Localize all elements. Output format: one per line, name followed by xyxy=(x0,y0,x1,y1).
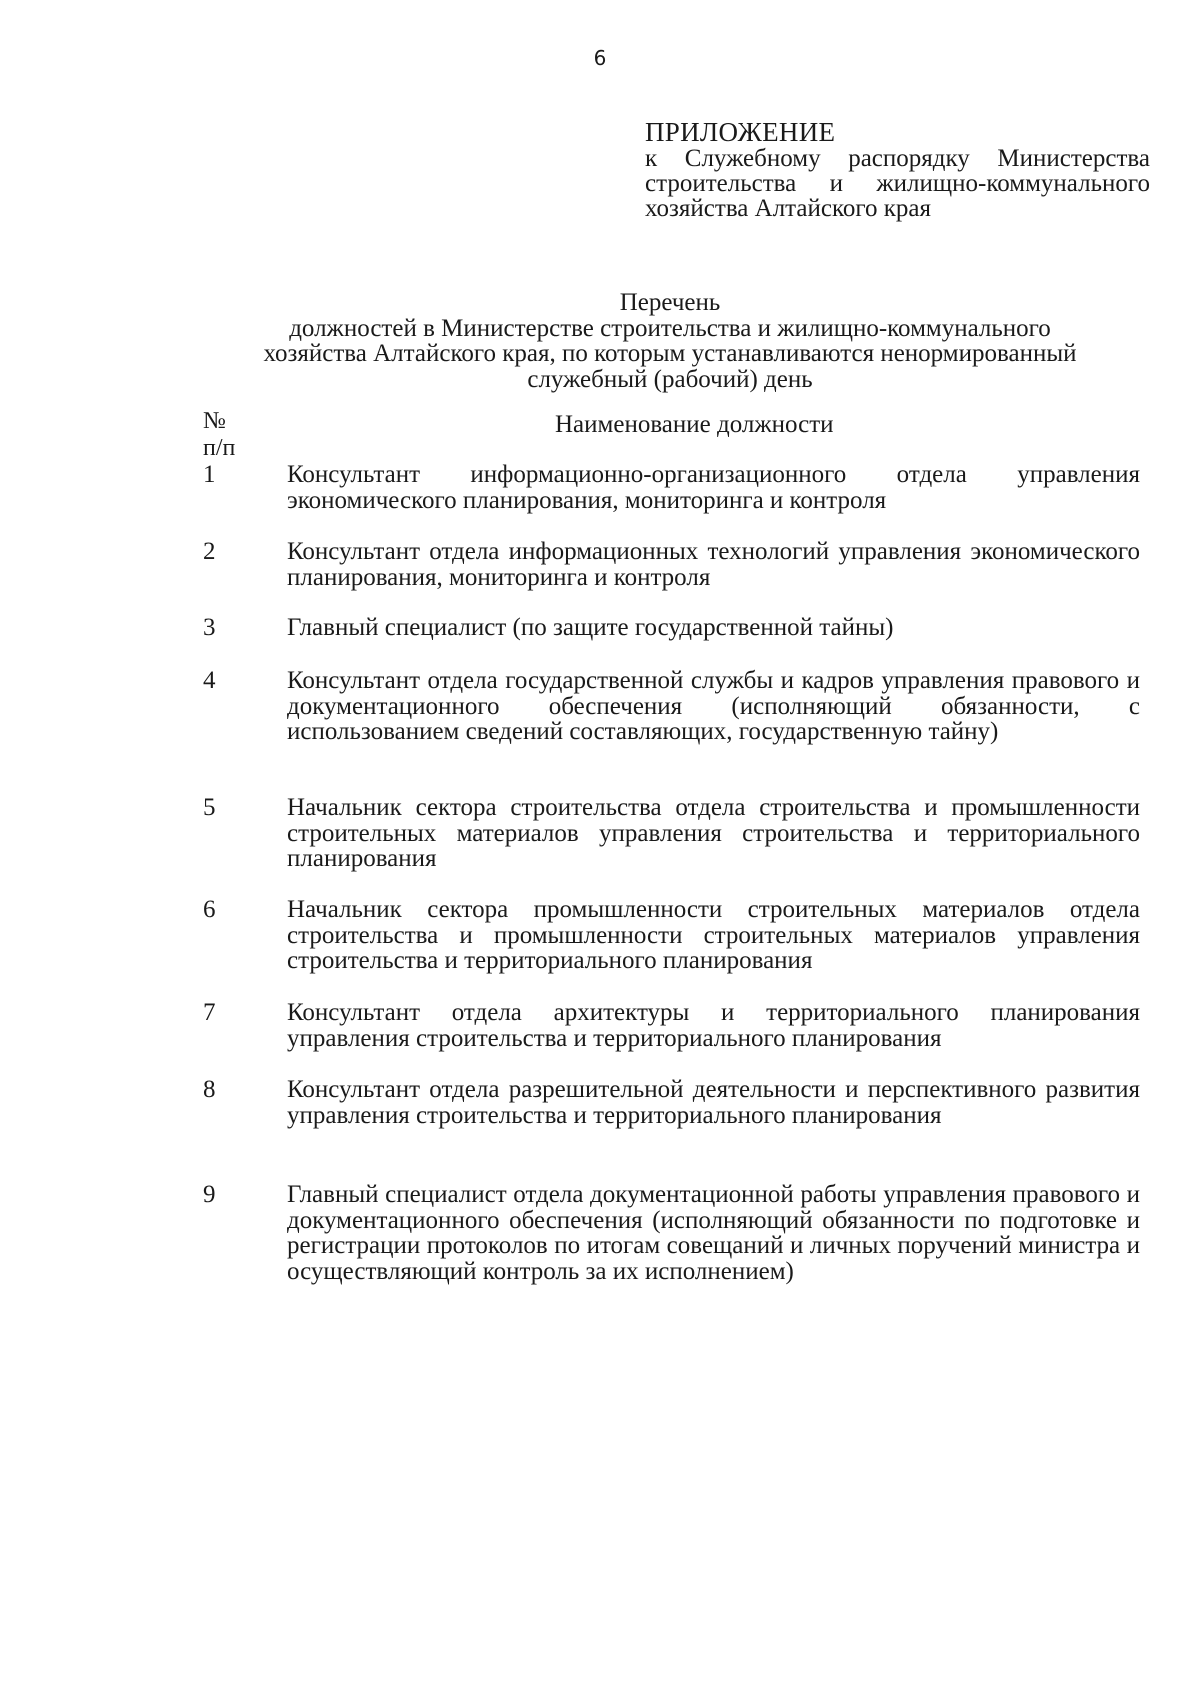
row-number: 8 xyxy=(203,1076,216,1103)
heading-subtitle-line: служебный (рабочий) день xyxy=(527,365,813,393)
row-number: 5 xyxy=(203,794,216,821)
column-header-name: Наименование должности xyxy=(555,411,834,438)
column-header-number-line: п/п xyxy=(203,435,236,461)
row-position-name: Консультант отдела разрешительной деятельности и перспективного развития управления строительства и территориального планирования xyxy=(287,1076,1140,1129)
heading-subtitle-line: хозяйства Алтайского края, по которым устанавливаются ненормированный xyxy=(263,340,1077,367)
row-number: 3 xyxy=(203,614,216,641)
table-header xyxy=(0,408,1200,468)
appendix-text: к Служебному распорядку Министерства строительства и жилищно-коммунального хозяйства Алтайского края xyxy=(645,145,1150,222)
row-position-name: Консультант отдела государственной службы и кадров управления правового и документационного обеспечения (исполняющий обязанности, с использованием сведений составляющих, государственную тайну) xyxy=(287,667,1140,745)
document-heading xyxy=(190,290,1150,392)
row-number: 2 xyxy=(203,538,216,565)
row-position-name: Главный специалист отдела документационной работы управления правового и документационного обеспечения (исполняющий обязанности по подготовке и регистрации протоколов по итогам совещаний и личных поручений министра и осуществляющий контроль за их исполнением) xyxy=(287,1181,1140,1285)
row-position-name: Начальник сектора строительства отдела строительства и промышленности строительных материалов управления строительства и территориального планирования xyxy=(287,794,1140,872)
column-header-number-line: № xyxy=(203,408,226,434)
appendix-block xyxy=(645,118,1150,221)
row-position-name: Консультант отдела информационных технологий управления экономического планирования, мониторинга и контроля xyxy=(287,538,1140,591)
row-position-name: Главный специалист (по защите государственной тайны) xyxy=(287,614,894,641)
row-position-name: Консультант отдела архитектуры и территориального планирования управления строительства и территориального планирования xyxy=(287,999,1140,1052)
page-number: 6 xyxy=(593,46,607,70)
row-number: 4 xyxy=(203,667,216,694)
heading-subtitle-line: должностей в Министерстве строительства и жилищно-коммунального xyxy=(289,314,1051,342)
heading-title: Перечень xyxy=(619,289,721,316)
row-number: 9 xyxy=(203,1181,216,1208)
appendix-title: ПРИЛОЖЕНИЕ xyxy=(645,117,836,147)
column-header-number xyxy=(203,408,263,462)
row-number: 1 xyxy=(203,461,216,488)
row-number: 7 xyxy=(203,999,216,1026)
row-number: 6 xyxy=(203,896,216,923)
row-position-name: Консультант информационно-организационного отдела управления экономического планирования, мониторинга и контроля xyxy=(287,461,1140,514)
row-position-name: Начальник сектора промышленности строительных материалов отдела строительства и промышленности строительных материалов управления строительства и территориального планирования xyxy=(287,896,1140,974)
